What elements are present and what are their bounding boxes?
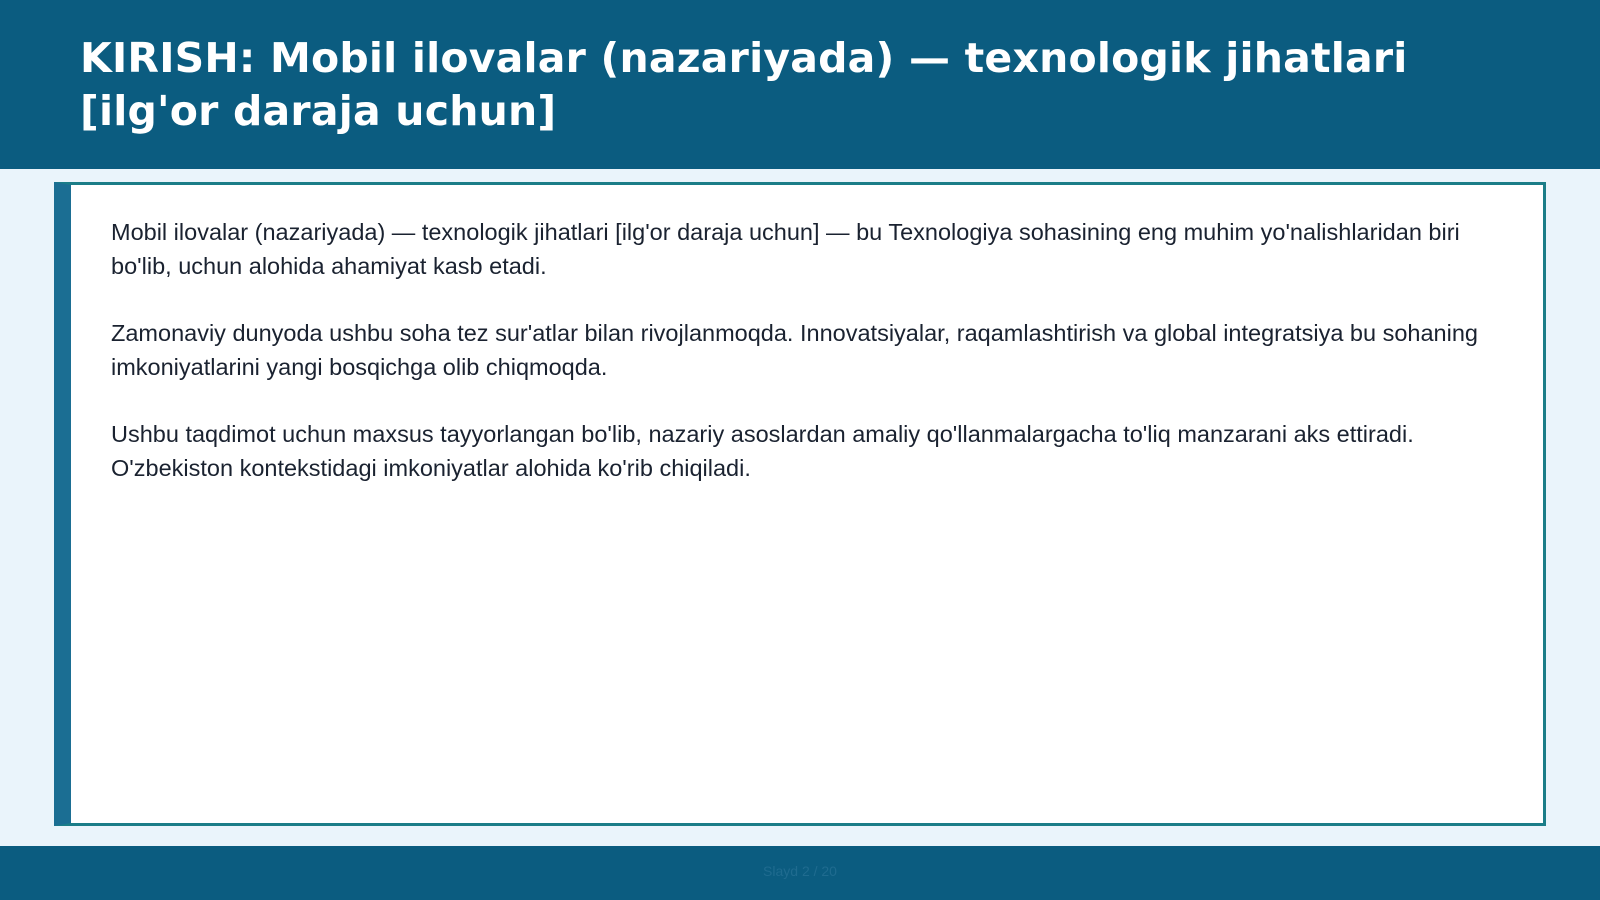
slide-title: KIRISH: Mobil ilovalar (nazariyada) — texnologik jihatlari [ilg'or daraja uchun] [80,34,1408,135]
slide-footer [0,846,1600,900]
body-paragraph-2: Zamonaviy dunyoda ushbu soha tez sur'atlar bilan rivojlanmoqda. Innovatsiyalar, raqamlashtirish va global integratsiya bu sohaning imkoniyatlarini yangi bosqichga olib chiqmoqda. [111,320,1478,380]
content-card [54,182,1546,826]
body-paragraph-1: Mobil ilovalar (nazariyada) — texnologik jihatlari [ilg'or daraja uchun] — bu Texnologiya sohasining eng muhim yo'nalishlaridan biri bo'lib, uchun alohida ahamiyat kasb etadi. [111,219,1460,279]
body-paragraph-3: Ushbu taqdimot uchun maxsus tayyorlangan bo'lib, nazariy asoslardan amaliy qo'llanmalargacha to'liq manzarani aks ettiradi. O'zbekiston kontekstidagi imkoniyatlar alohida ko'rib chiqiladi. [111,421,1414,481]
slide-header [0,0,1600,169]
slide-number: Slayd 2 / 20 [763,863,837,879]
